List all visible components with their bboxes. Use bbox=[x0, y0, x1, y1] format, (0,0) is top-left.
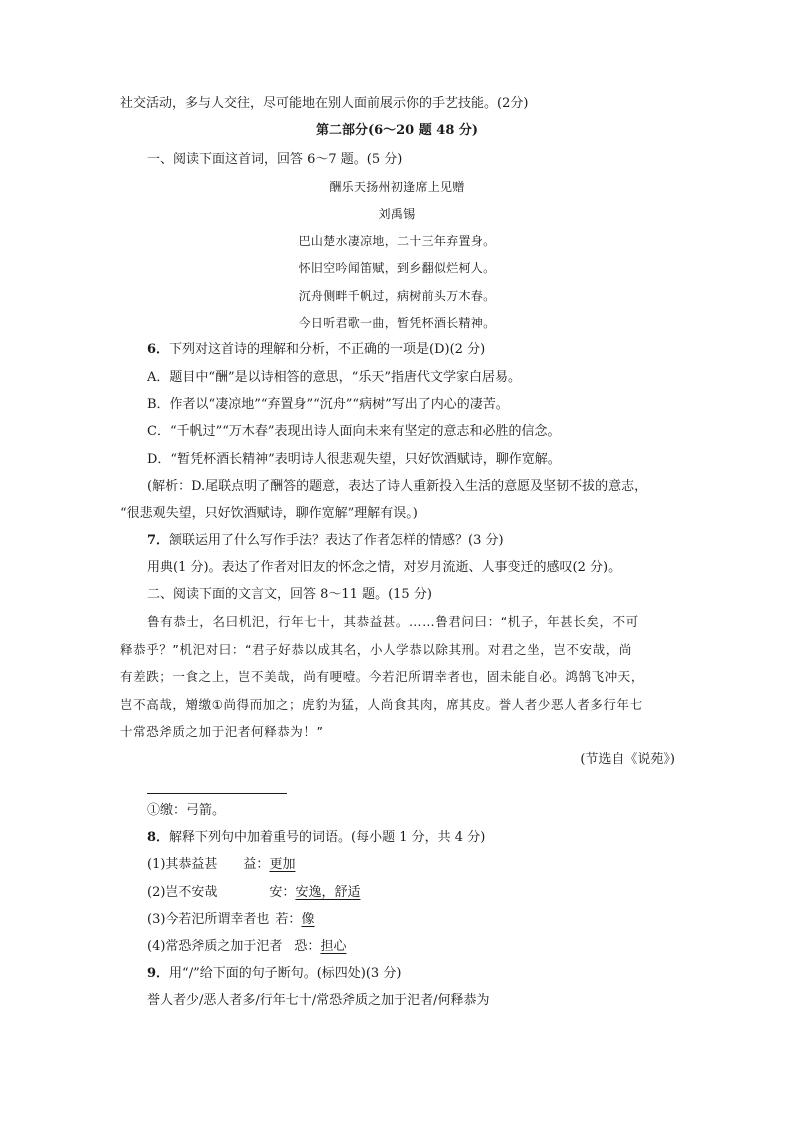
question-number: 9． bbox=[147, 966, 170, 981]
continued-answer-line: 社交活动，多与人交往，尽可能地在别人面前展示你的手艺技能。(2分) bbox=[120, 96, 529, 111]
footnote: ①缴：弓箭。 bbox=[147, 803, 226, 818]
passage-line-1: 鲁有恭士，名曰机汜，行年七十，其恭益甚。……鲁君问曰：“机子，年甚长矣，不可 bbox=[147, 614, 639, 629]
q6-analysis-line-2: “很悲观失望，只好饮酒赋诗，聊作宽解”理解有误。) bbox=[120, 506, 418, 521]
q6-option-c: C．“千帆过”“万木春”表现出诗人面向未来有坚定的意志和必胜的信念。 bbox=[147, 424, 561, 439]
poem-line-2: 怀旧空吟闻笛赋，到乡翻似烂柯人。 bbox=[298, 261, 496, 275]
q6-option-b: B．作者以“凄凉地”“弃置身”“沉舟”“病树”写出了内心的凄苦。 bbox=[147, 397, 509, 412]
q8-sentence: (1)其恭益甚 bbox=[147, 857, 218, 872]
section1-heading: 一、阅读下面这首词，回答 6～7 题。(5 分) bbox=[147, 152, 403, 167]
passage-line-2: 释恭乎？”机汜对曰：“君子好恭以成其名，小人学恭以除其刑。对君之坐，岂不安哉，尚 bbox=[120, 642, 632, 657]
passage-line-5: 十常恐斧质之加于汜者何释恭为！” bbox=[120, 724, 324, 739]
question-6-stem bbox=[147, 341, 707, 359]
passage-line-4: 岂不高哉，矰缴①尚得而加之；虎豹为猛，人尚食其肉，席其皮。誉人者少恶人者多行年七 bbox=[120, 697, 643, 712]
poem-line-3: 沉舟侧畔千帆过，病树前头万木春。 bbox=[298, 289, 496, 303]
q8-item-3 bbox=[147, 911, 707, 929]
q8-item-4 bbox=[147, 938, 707, 956]
q8-word: 恐： bbox=[294, 939, 321, 954]
question-text: 颔联运用了什么写作手法？表达了作者怎样的情感？(3 分) bbox=[169, 533, 504, 548]
question-text: 下列对这首诗的理解和分析，不正确的一项是(D)(2 分) bbox=[169, 342, 486, 357]
passage-source: (节选自《说苑》) bbox=[580, 752, 675, 767]
question-number: 7． bbox=[147, 533, 170, 548]
q6-option-d: D．“暂凭杯酒长精神”表明诗人很悲观失望，只好饮酒赋诗，聊作宽解。 bbox=[147, 452, 561, 467]
q8-answer: 像 bbox=[301, 912, 315, 927]
question-number: 8． bbox=[147, 830, 170, 845]
q8-sentence: (4)常恐斧质之加于汜者 bbox=[147, 939, 283, 954]
q9-answer: 誉人者少/恶人者多/行年七十/常恐斧质之加于汜者/何释恭为 bbox=[147, 993, 490, 1008]
q6-option-a: A．题目中“酬”是以诗相答的意思，“乐天”指唐代文学家白居易。 bbox=[147, 370, 521, 385]
q7-answer: 用典(1 分)。表达了作者对旧友的怀念之情，对岁月流逝、人事变迁的感叹(2 分)。 bbox=[147, 560, 622, 575]
q8-answer: 担心 bbox=[320, 939, 347, 954]
q6-analysis-line-1: (解析：D.尾联点明了酬答的题意，表达了诗人重新投入生活的意愿及坚韧不拔的意志， bbox=[147, 479, 648, 494]
question-9-stem bbox=[147, 965, 707, 983]
question-number: 6． bbox=[147, 342, 170, 357]
q8-sentence: (3)今若汜所谓幸者也 bbox=[147, 912, 270, 927]
poem-line-4: 今日听君歌一曲，暂凭杯酒长精神。 bbox=[298, 316, 496, 330]
section2-heading: 二、阅读下面的文言文，回答 8～11 题。(15 分) bbox=[147, 587, 432, 602]
poem-line-1: 巴山楚水凄凉地，二十三年弃置身。 bbox=[298, 234, 496, 248]
q8-answer: 安逸，舒适 bbox=[295, 885, 361, 900]
q8-word: 若： bbox=[275, 912, 302, 927]
q8-sentence: (2)岂不安哉 bbox=[147, 885, 218, 900]
q8-item-1 bbox=[147, 856, 707, 874]
question-7-stem bbox=[147, 532, 707, 550]
poem-title: 酬乐天扬州初逢席上见赠 bbox=[329, 180, 465, 194]
q8-word: 安： bbox=[269, 885, 296, 900]
q8-item-2 bbox=[147, 884, 707, 902]
passage-line-3: 有差跌；一食之上，岂不美哉，尚有哽噎。今若汜所谓幸者也，固未能自必。鸿鹄飞冲天， bbox=[120, 669, 645, 684]
question-text: 解释下列句中加着重号的词语。(每小题 1 分，共 4 分) bbox=[169, 830, 486, 845]
q8-word: 益： bbox=[243, 857, 270, 872]
question-text: 用“/”给下面的句子断句。(标四处)(3 分) bbox=[169, 966, 402, 981]
part2-title: 第二部分(6～20 题 48 分) bbox=[315, 123, 479, 138]
footnote-divider bbox=[147, 793, 287, 794]
q8-answer: 更加 bbox=[269, 857, 296, 872]
question-8-stem bbox=[147, 829, 707, 847]
poem-author: 刘禹锡 bbox=[378, 207, 416, 221]
